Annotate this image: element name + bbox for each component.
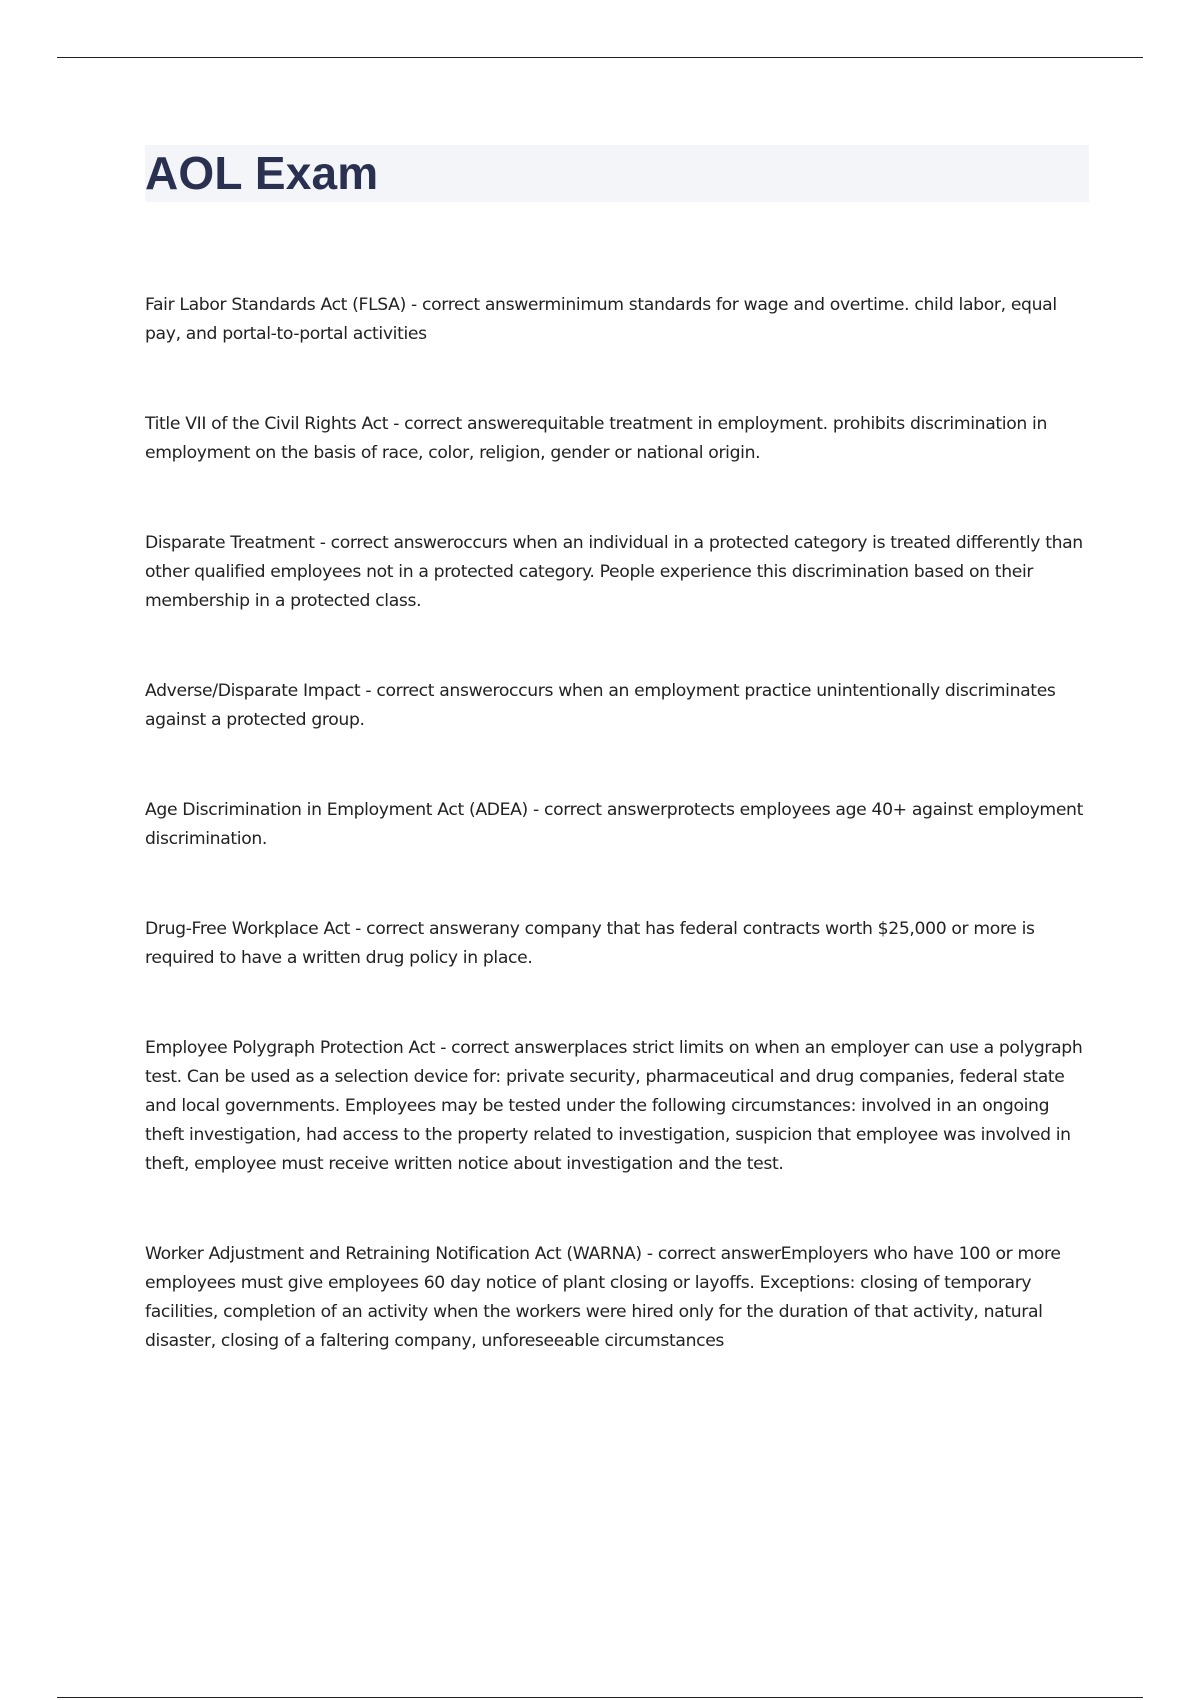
- entry-disparate-impact: Adverse/Disparate Impact - correct answeroccurs when an employment practice unintentionally discriminates against a protected group.: [145, 681, 1056, 730]
- entry-warna: Worker Adjustment and Retraining Notification Act (WARNA) - correct answerEmployers who have 100 or more employees must give employees 60 day notice of plant closing or layoffs. Exceptions: closing of temporary facilities, completion of an activity when the workers were hired only for the duration of that activity, natural disaster, closing of a faltering company, unforeseeable circumstances: [145, 1244, 1061, 1351]
- entry-adea: Age Discrimination in Employment Act (ADEA) - correct answerprotects employees age 40+ against employment discrimination.: [145, 800, 1083, 849]
- entry-drug-free-workplace: Drug-Free Workplace Act - correct answerany company that has federal contracts worth $25,000 or more is required to have a written drug policy in place.: [145, 919, 1035, 968]
- bottom-divider: [57, 1697, 1143, 1698]
- top-divider: [57, 57, 1143, 58]
- page-title: AOL Exam: [145, 147, 379, 199]
- entry-title-vii: Title VII of the Civil Rights Act - correct answerequitable treatment in employment. prohibits discrimination in employment on the basis of race, color, religion, gender or national origin.: [145, 414, 1047, 463]
- entries-list: [145, 291, 1090, 1417]
- entry-disparate-treatment: Disparate Treatment - correct answeroccurs when an individual in a protected category is treated differently than other qualified employees not in a protected category. People experience this discrimination based on their membership in a protected class.: [145, 533, 1083, 611]
- entry-polygraph-protection: Employee Polygraph Protection Act - correct answerplaces strict limits on when an employer can use a polygraph test. Can be used as a selection device for: private security, pharmaceutical and drug companies, federal state and local governments. Employees may be tested under the following circumstances: involved in an ongoing theft investigation, had access to the property related to investigation, suspicion that employee was involved in theft, employee must receive written notice about investigation and the test.: [145, 1038, 1083, 1174]
- entry-flsa: Fair Labor Standards Act (FLSA) - correct answerminimum standards for wage and overtime. child labor, equal pay, and portal-to-portal activities: [145, 295, 1057, 344]
